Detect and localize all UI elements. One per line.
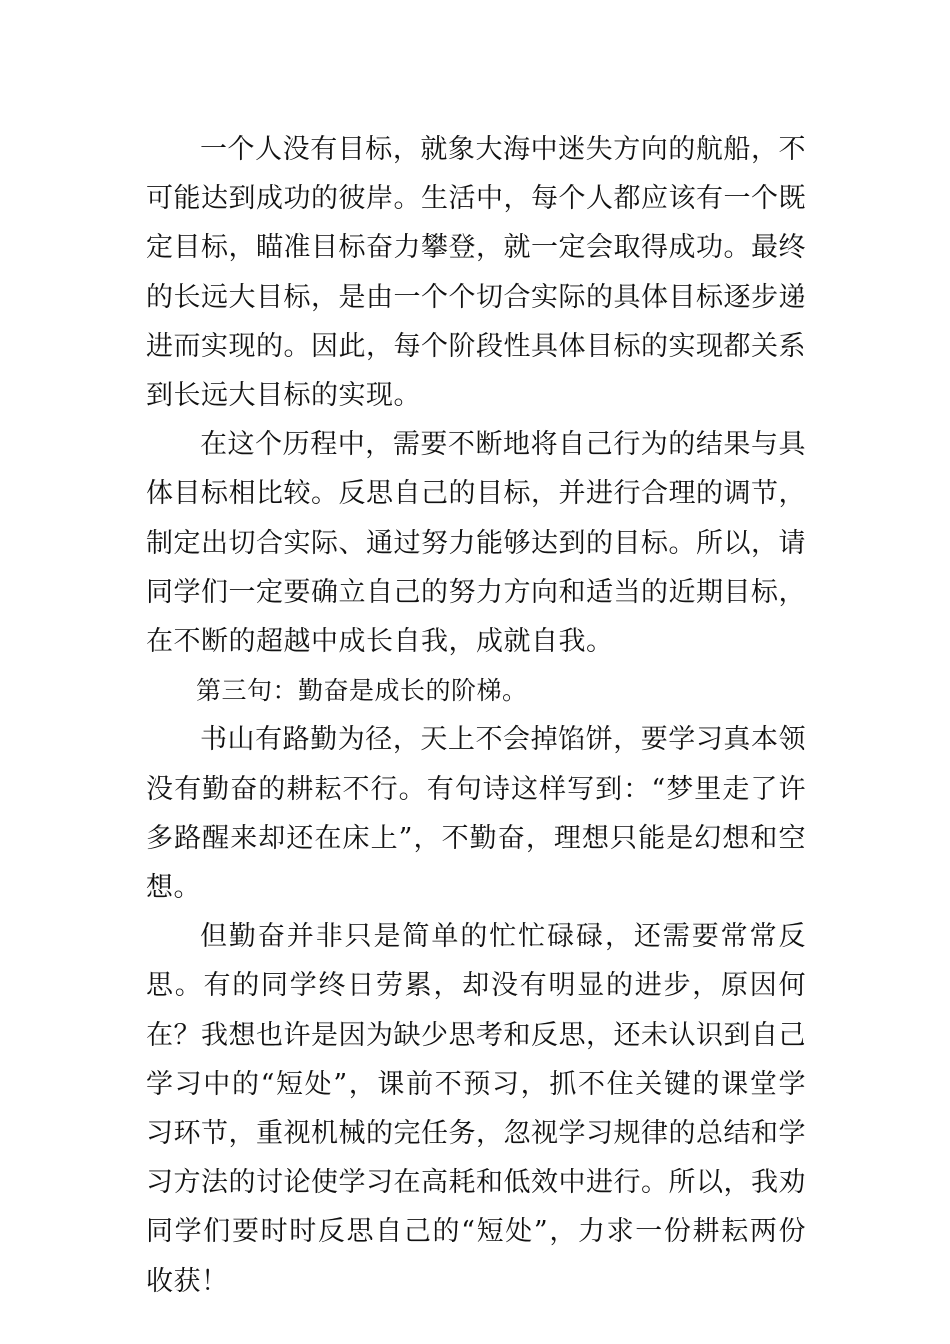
document-body: [146, 125, 806, 1306]
paragraph-goals: 一个人没有目标，就象大海中迷失方向的航船，不可能达到成功的彼岸。生活中，每个人都应该有一个既定目标，瞄准目标奋力攀登，就一定会取得成功。最终的长远大目标，是由一个个切合实际的具体目标逐步递进而实现的。因此，每个阶段性具体目标的实现都关系到长远大目标的实现。: [146, 134, 806, 412]
paragraph-diligence: 书山有路勤为径，天上不会掉馅饼，要学习真本领没有勤奋的耕耘不行。有句诗这样写到：“梦里走了许多路醒来却还在床上”，不勤奋，理想只能是幻想和空想。: [146, 724, 806, 904]
paragraph-reflection: 在这个历程中，需要不断地将自己行为的结果与具体目标相比较。反思自己的目标，并进行合理的调节，制定出切合实际、通过努力能够达到的目标。所以，请同学们一定要确立自己的努力方向和适当的近期目标，在不断的超越中成长自我，成就自我。: [146, 429, 806, 658]
section-heading-diligence: 第三句：勤奋是成长的阶梯。: [196, 676, 528, 706]
paragraph-think-and-reflect: 但勤奋并非只是简单的忙忙碌碌，还需要常常反思。有的同学终日劳累，却没有明显的进步，原因何在？我想也许是因为缺少思考和反思，还未认识到自己学习中的“短处”，课前不预习，抓不住关键的课堂学习环节，重视机械的完任务，忽视学习规律的总结和学习方法的讨论使学习在高耗和低效中进行。所以，我劝同学们要时时反思自己的“短处”，力求一份耕耘两份收获！: [146, 921, 806, 1297]
